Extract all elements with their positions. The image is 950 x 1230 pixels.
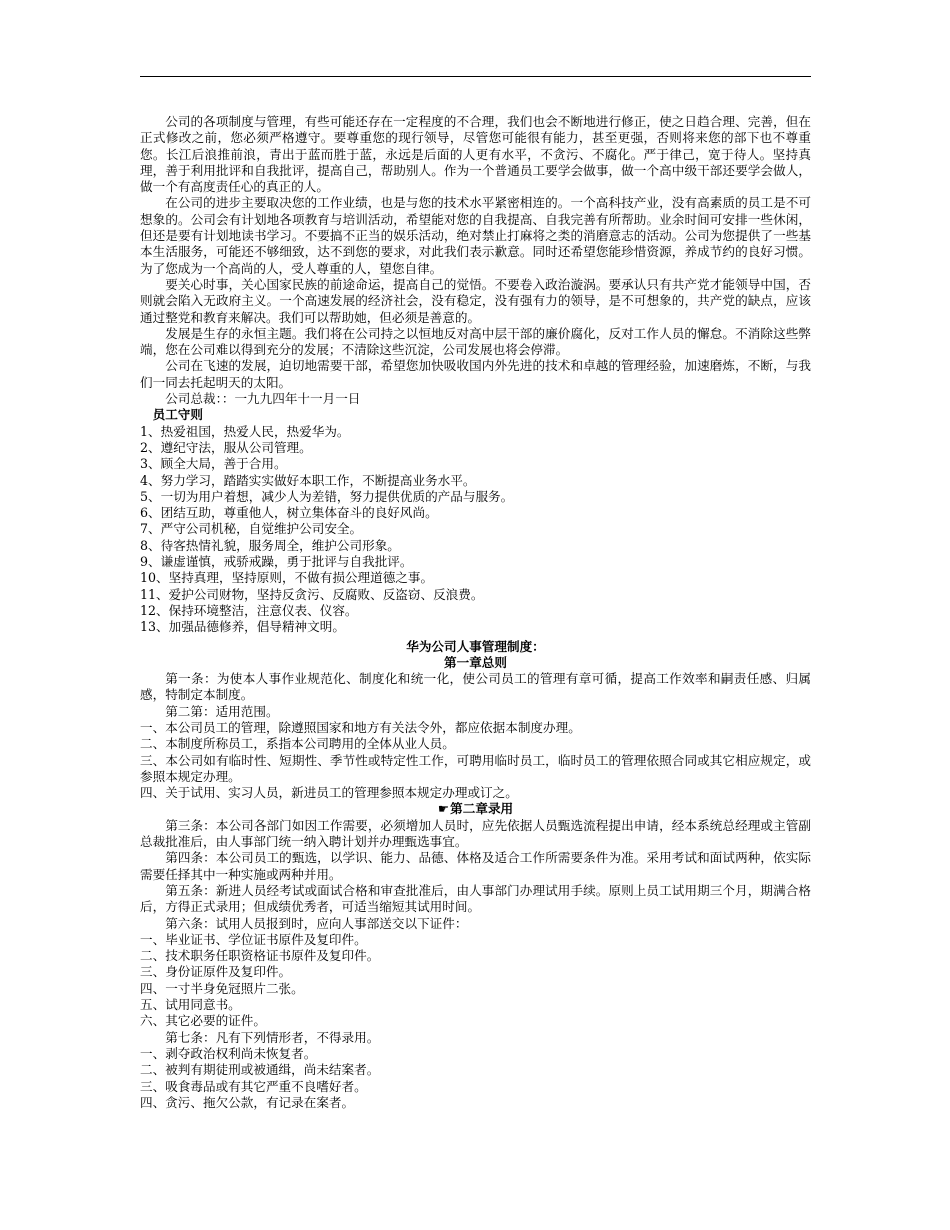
document-item: 二、技术职务任职资格证书原件及复印件。 bbox=[140, 948, 380, 964]
code-item: 12、保持环境整洁，注意仪表、仪容。 bbox=[140, 602, 358, 618]
scope-item: 一、本公司员工的管理，除遵照国家和地方有关法令外，都应依据本制度办理。 bbox=[140, 719, 581, 735]
intro-paragraph: 公司在飞速的发展，迫切地需要干部，希望您加快吸收国内外先进的技术和卓越的管理经验，加速磨炼，不断，与我们一同去托起明天的太阳。 bbox=[140, 358, 811, 390]
article-paragraph: 第三条：本公司各部门如因工作需要，必须增加人员时，应先依据人员甄选流程提出申请，经本系统总经理或主管副总裁批准后，由人事部门统一纳入聘计划并办理甄选事宜。 bbox=[140, 817, 811, 850]
code-item: 2、遵纪守法，服从公司管理。 bbox=[140, 439, 312, 455]
code-item: 10、坚持真理，坚持原则，不做有损公理道德之事。 bbox=[140, 570, 434, 586]
code-item: 3、顾全大局，善于合用。 bbox=[140, 456, 287, 472]
code-item: 13、加强品德修养，倡导精神文明。 bbox=[140, 619, 345, 635]
exclusion-item: 二、被判有期徒刑或被通缉，尚未结案者。 bbox=[140, 1062, 380, 1078]
article-paragraph: 第六条：试用人员报到时，应向人事部送交以下证件： bbox=[165, 915, 468, 931]
document-item: 一、毕业证书、学位证书原件及复印件。 bbox=[140, 931, 367, 947]
article-paragraph: 第五条：新进人员经考试或面试合格和审查批准后，由人事部门办理试用手续。原则上员工试用期三个月，期满合格后，方得正式录用；但成绩优秀者，可适当缩短其试用时间。 bbox=[140, 882, 811, 915]
intro-paragraph: 公司的各项制度与管理，有些可能还存在一定程度的不合理，我们也会不断地进行修正，使之日趋合理、完善，但在正式修改之前，您必须严格遵守。要尊重您的现行领导，尽管您可能很有能力，甚至更强，否则将来您的部下也不尊重您。长江后浪推前浪，青出于蓝而胜于蓝，永远是后面的人更有水平，不贪污、不腐化。严于律己，宽于待人。坚持真理，善于利用批评和自我批评，提高自己，帮助别人。作为一个普通员工要学会做事，做一个高中级干部还要学会做人，做一个有高度责任心的真正的人。 bbox=[140, 114, 811, 195]
article-paragraph: 第四条：本公司员工的甄选，以学识、能力、品德、体格及适合工作所需要条件为准。采用考试和面试两种，依实际需要任择其中一种实施或两种并用。 bbox=[140, 850, 811, 882]
exclusion-item: 三、吸食毒品或有其它严重不良嗜好者。 bbox=[140, 1078, 367, 1094]
scope-item: 三、本公司如有临时性、短期性、季节性或特定性工作，可聘用临时员工，临时员工的管理依照合同或其它相应规定，或参照本规定办理。 bbox=[140, 752, 811, 784]
document-item: 五、试用同意书。 bbox=[140, 997, 241, 1013]
article-paragraph: 第七条：凡有下列情形者，不得录用。 bbox=[165, 1029, 380, 1045]
document-body bbox=[140, 114, 811, 1111]
signature-line: 公司总裁：：一九九四年十一月一日 bbox=[165, 391, 361, 407]
code-item: 9、谦虚谨慎，戒骄戒躁，勇于批评与自我批评。 bbox=[140, 554, 413, 570]
scope-item: 四、关于试用、实习人员，新进员工的管理参照本规定办理或订之。 bbox=[140, 785, 518, 801]
code-item: 1、热爱祖国，热爱人民，热爱华为。 bbox=[140, 423, 350, 439]
intro-paragraph: 要关心时事，关心国家民族的前途命运，提高自己的觉悟。不要卷入政治漩涡。要承认只有共产党才能领导中国，否则就会陷入无政府主义。一个高速发展的经济社会，没有稳定，没有强有力的领导，是不可想象的，共产党的缺点，应该通过整党和教育来解决。我们可以帮助她，但必须是善意的。 bbox=[140, 276, 811, 325]
chapter-1-title: 第一章总则 bbox=[444, 654, 507, 670]
header-rule bbox=[140, 76, 811, 77]
code-item: 8、待客热情礼貌，服务周全，维护公司形象。 bbox=[140, 537, 400, 553]
exclusion-item: 一、剥夺政治权利尚未恢复者。 bbox=[140, 1045, 317, 1061]
code-item: 4、努力学习，踏踏实实做好本职工作，不断提高业务水平。 bbox=[140, 472, 476, 488]
intro-paragraph: 在公司的进步主要取决您的工作业绩，也是与您的技术水平紧密相连的。一个高科技产业，没有高素质的员工是不可想象的。公司会有计划地各项教育与培训活动，希望能对您的自我提高、自我完善有所帮助。业余时间可安排一些休闲，但还是要有计划地读书学习。不要搞不正当的娱乐活动，绝对禁止打麻将之类的消磨意志的活动。公司为您提供了一些基本生活服务，可能还不够细致，达不到您的要求，对此我们表示歉意。同时还希望您能珍惜资源，养成节约的良好习惯。为了您成为一个高尚的人，受人尊重的人，望您自律。 bbox=[140, 195, 811, 276]
document-item: 三、身份证原件及复印件。 bbox=[140, 964, 292, 980]
exclusion-item: 四、贪污、拖欠公款，有记录在案者。 bbox=[140, 1094, 355, 1110]
system-title: 华为公司人事管理制度： bbox=[406, 638, 545, 654]
article-paragraph: 第二第：适用范围。 bbox=[165, 703, 279, 719]
code-item: 11、爱护公司财物，坚持反贪污、反腐败、反盗窃、反浪费。 bbox=[140, 586, 484, 602]
chapter-2-title: 第二章录用 bbox=[450, 801, 514, 817]
scope-item: 二、本制度所称员工，系指本公司聘用的全体从业人员。 bbox=[140, 736, 455, 752]
code-item: 5、一切为用户着想，减少人为差错，努力提供优质的产品与服务。 bbox=[140, 488, 514, 504]
code-item: 7、严守公司机秘，自觉维护公司安全。 bbox=[140, 521, 363, 537]
pointing-hand-icon: ☛ bbox=[437, 801, 450, 817]
chapter-2-heading bbox=[140, 801, 811, 817]
article-paragraph: 第一条：为使本人事作业规范化、制度化和统一化，使公司员工的管理有章可循，提高工作效率和嗣责任感、归属感，特制定本制度。 bbox=[140, 671, 811, 703]
document-item: 四、一寸半身免冠照片二张。 bbox=[140, 980, 304, 996]
document-item: 六、其它必要的证件。 bbox=[140, 1013, 266, 1029]
code-of-conduct-title: 员工守则 bbox=[152, 407, 203, 423]
code-item: 6、团结互助，尊重他人，树立集体奋斗的良好风尚。 bbox=[140, 505, 438, 521]
intro-paragraph: 发展是生存的永恒主题。我们将在公司持之以恒地反对高中层干部的廉价腐化，反对工作人员的懈怠。不消除这些弊端，您在公司难以得到充分的发展；不清除这些沉淀，公司发展也将会停滞。 bbox=[140, 325, 811, 358]
